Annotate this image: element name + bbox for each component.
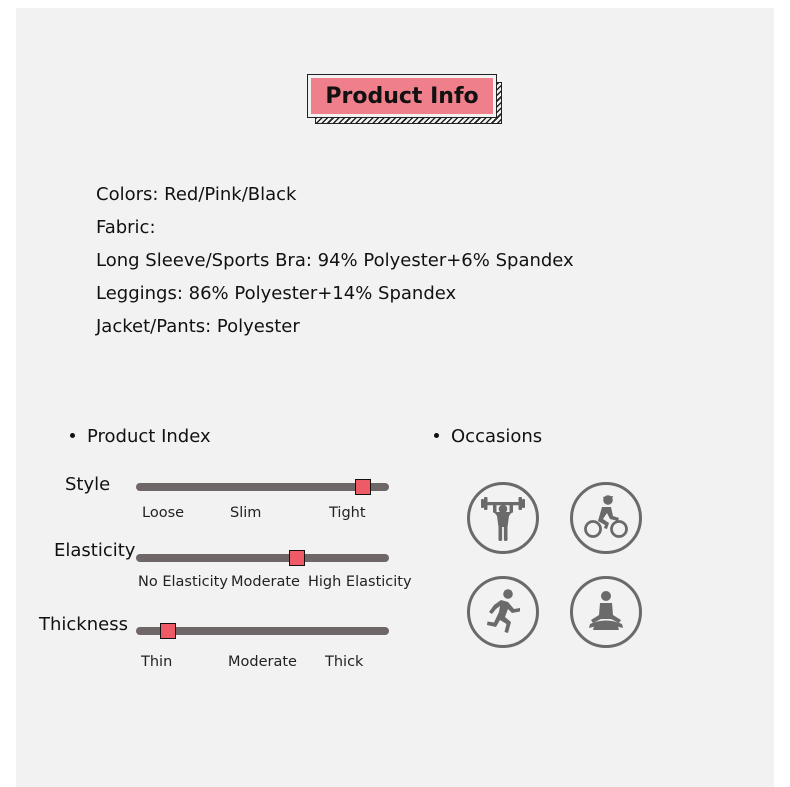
bullet-icon [434,433,439,438]
info-colors: Colors: Red/Pink/Black [96,184,297,205]
elasticity-label: Elasticity [54,540,136,561]
info-jacket: Jacket/Pants: Polyester [96,316,300,337]
cycling-icon [570,482,642,554]
style-tick-slim: Slim [230,505,262,521]
style-tick-tight: Tight [329,505,366,521]
occasions-heading [434,426,542,447]
page-title: Product Info [311,78,493,114]
style-label: Style [65,474,111,495]
info-long-sleeve: Long Sleeve/Sports Bra: 94% Polyester+6% Spandex [96,250,574,271]
elasticity-tick-none: No Elasticity [138,574,228,590]
thickness-tick-moderate: Moderate [228,654,297,670]
style-handle [355,479,371,495]
weightlifting-icon [467,482,539,554]
thickness-tick-thin: Thin [141,654,173,670]
occasions-heading-text: Occasions [451,426,543,447]
bullet-icon [70,433,75,438]
thickness-label: Thickness [39,614,128,635]
title-box [307,74,497,118]
title-badge [307,74,504,127]
info-fabric: Fabric: [96,217,156,238]
thickness-handle [160,623,176,639]
yoga-icon [570,576,642,648]
product-info-list [96,178,574,343]
style-track [136,483,389,491]
product-index-heading-text: Product Index [87,426,211,447]
thickness-tick-thick: Thick [325,654,364,670]
running-icon [467,576,539,648]
info-leggings: Leggings: 86% Polyester+14% Spandex [96,283,457,304]
elasticity-tick-moderate: Moderate [231,574,300,590]
style-tick-loose: Loose [142,505,185,521]
product-index-heading [70,426,211,447]
elasticity-handle [289,550,305,566]
elasticity-track [136,554,389,562]
elasticity-tick-high: High Elasticity [308,574,412,590]
thickness-track [136,627,389,635]
